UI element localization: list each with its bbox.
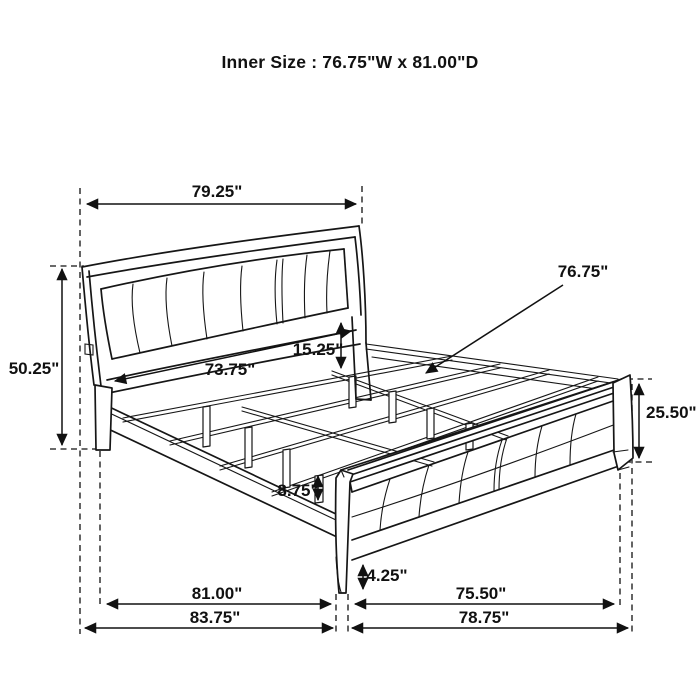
dim-label-slat-inner-width: 76.75"	[557, 262, 609, 281]
inner-size-title: Inner Size : 76.75"W x 81.00"D	[221, 52, 479, 72]
dim-label-footboard-outer-width: 78.75"	[458, 608, 510, 627]
dim-label-outer-depth: 83.75"	[189, 608, 241, 627]
dim-label-footboard-height: 25.50"	[646, 403, 697, 422]
headboard	[82, 226, 371, 450]
dim-label-headboard-inner-width: 73.75"	[204, 360, 256, 379]
footboard-rear-leg	[613, 375, 633, 470]
dim-label-footboard-inner-width: 75.50"	[455, 584, 507, 603]
leader-line-76-75	[426, 285, 563, 373]
footboard-front-leg	[336, 470, 353, 593]
front-side-rail	[101, 403, 337, 537]
footboard-mid-seam	[352, 424, 616, 517]
dim-label-headboard-outer-width: 79.25"	[191, 182, 243, 201]
dim-label-rail-inner-depth: 81.00"	[191, 584, 243, 603]
dimension-lines	[62, 204, 639, 628]
rear-side-rail	[366, 344, 618, 392]
headboard-front-leg	[95, 385, 112, 450]
dim-label-slat-support-height: 8.75"	[277, 481, 319, 500]
footboard	[336, 375, 633, 593]
dim-label-headboard-height: 50.25"	[8, 359, 60, 378]
dim-label-footboard-leg-height: 4.25"	[366, 566, 408, 585]
headboard-channel-seams	[132, 251, 330, 353]
dim-label-headboard-panel-to-rail: 15.25"	[292, 340, 344, 359]
